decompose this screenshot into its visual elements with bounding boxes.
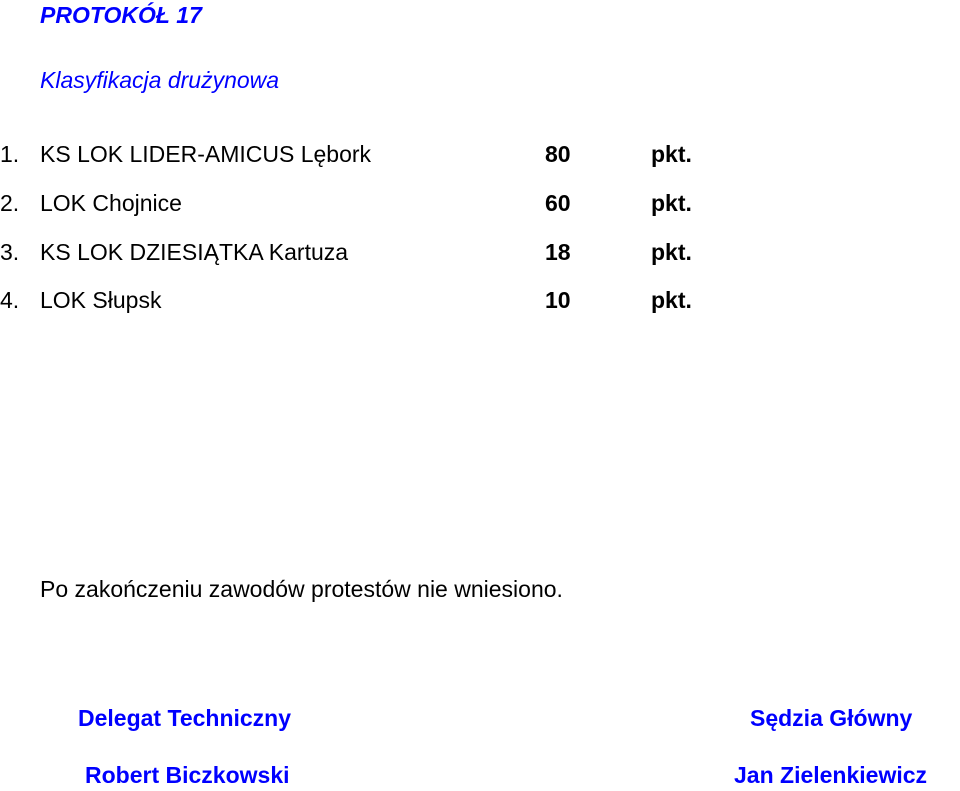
signature-right-name: Jan Zielenkiewicz (734, 762, 928, 788)
page-title: PROTOKÓŁ 17 (40, 2, 202, 28)
rank: 3. (0, 239, 20, 265)
signature-left-role: Delegat Techniczny (78, 705, 292, 731)
team-points: 60 (545, 190, 571, 216)
team-points: 80 (545, 141, 571, 167)
points-unit: pkt. (651, 287, 692, 313)
team-name: LOK Słupsk (40, 287, 162, 313)
team-name: KS LOK LIDER-AMICUS Lębork (40, 141, 372, 167)
team-points: 18 (545, 239, 571, 265)
page-subtitle: Klasyfikacja drużynowa (40, 67, 280, 93)
team-name: KS LOK DZIESIĄTKA Kartuza (40, 239, 349, 265)
list-item (0, 287, 960, 317)
rank: 1. (0, 141, 20, 167)
points-unit: pkt. (651, 239, 692, 265)
team-points: 10 (545, 287, 571, 313)
list-item (0, 141, 960, 171)
rank: 2. (0, 190, 20, 216)
team-name: LOK Chojnice (40, 190, 182, 216)
signature-right-role: Sędzia Główny (750, 705, 913, 731)
rank: 4. (0, 287, 20, 313)
points-unit: pkt. (651, 190, 692, 216)
signature-left-name: Robert Biczkowski (85, 762, 290, 788)
list-item (0, 239, 960, 269)
protest-note: Po zakończeniu zawodów protestów nie wniesiono. (40, 576, 563, 602)
list-item (0, 190, 960, 220)
points-unit: pkt. (651, 141, 692, 167)
